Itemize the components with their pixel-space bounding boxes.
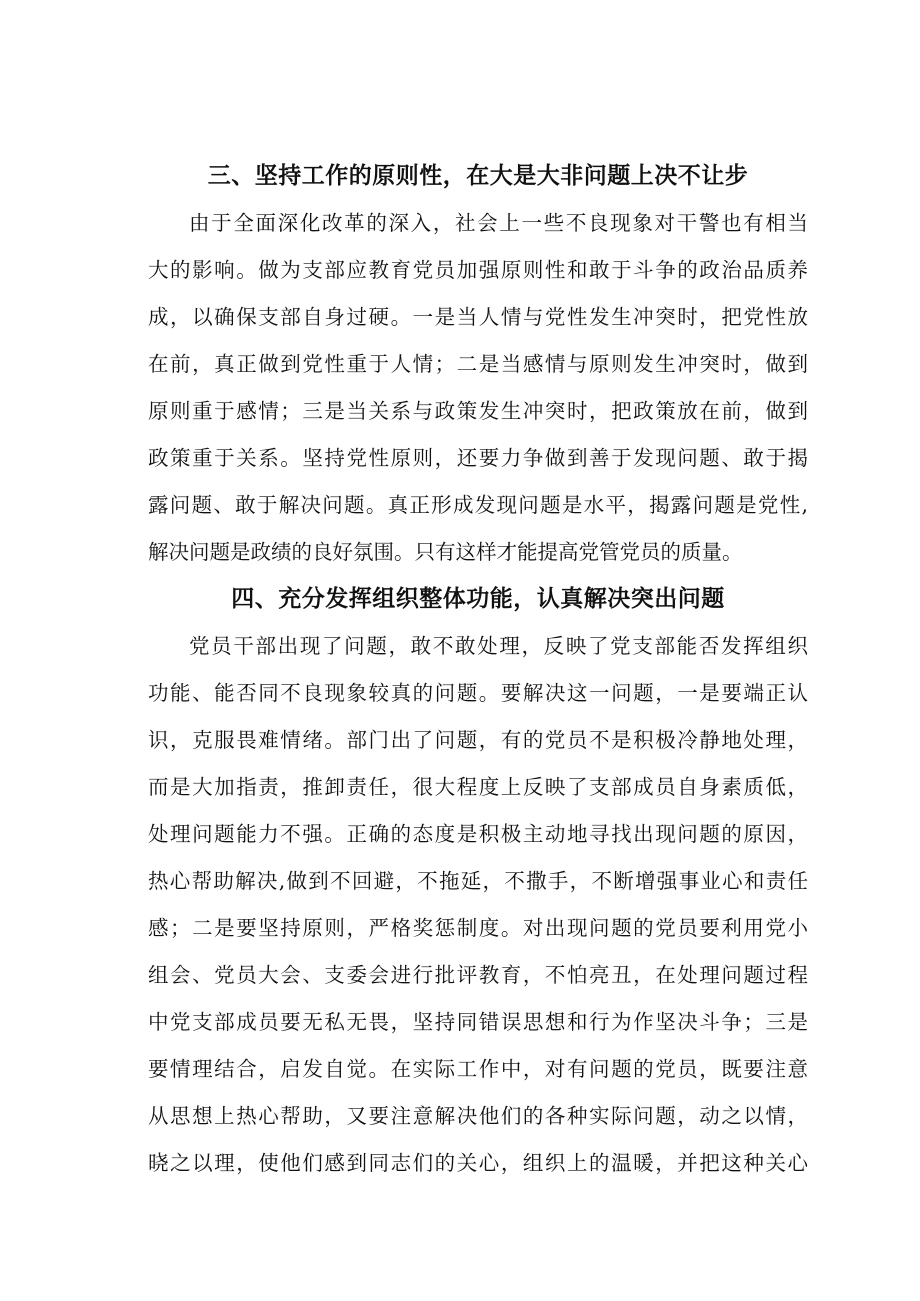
paragraph-line: 要情理结合，启发自觉。在实际工作中，对有问题的党员，既要注意 [148,1057,808,1081]
paragraph-line: 功能、能否同不良现象较真的问题。要解决这一问题，一是要端正认 [148,681,808,705]
paragraph-line: 晓之以理，使他们感到同志们的关心，组织上的温暖，并把这种关心 [148,1151,808,1175]
paragraph-line: 成，以确保支部自身过硬。一是当人情与党性发生冲突时，把党性放 [148,305,808,329]
paragraph-line: 识，克服畏难情绪。部门出了问题，有的党员不是积极冷静地处理， [148,728,808,752]
paragraph-line: 由于全面深化改革的深入，社会上一些不良现象对干警也有相当 [189,211,808,235]
paragraph-line: 露问题、敢于解决问题。真正形成发现问题是水平，揭露问题是党性, [148,493,808,517]
paragraph-line: 从思想上热心帮助，又要注意解决他们的各种实际问题，动之以情， [148,1104,808,1128]
section-3-paragraph [148,200,808,576]
paragraph-line: 热心帮助解决,做到不回避，不拖延，不撒手，不断增强事业心和责任 [148,869,808,893]
paragraph-line: 而是大加指责，推卸责任，很大程度上反映了支部成员自身素质低， [148,775,808,799]
paragraph-line: 在前，真正做到党性重于人情；二是当感情与原则发生冲突时，做到 [148,352,808,376]
section-4-heading: 四、充分发挥组织整体功能，认真解决突出问题 [231,586,725,612]
paragraph-line: 组会、党员大会、支委会进行批评教育，不怕亮丑，在处理问题过程 [148,963,808,987]
document-body [148,153,808,1187]
paragraph-line: 感；二是要坚持原则，严格奖惩制度。对出现问题的党员要利用党小 [148,916,808,940]
paragraph-line: 大的影响。做为支部应教育党员加强原则性和敢于斗争的政治品质养 [148,258,808,282]
section-4-paragraph [148,623,808,1187]
paragraph-line: 解决问题是政绩的良好氛围。只有这样才能提高党管党员的质量。 [148,540,743,564]
section-3-heading: 三、坚持工作的原则性，在大是大非问题上决不让步 [207,163,749,189]
paragraph-line: 原则重于感情；三是当关系与政策发生冲突时，把政策放在前，做到 [148,399,808,423]
paragraph-line: 处理问题能力不强。正确的态度是积极主动地寻找出现问题的原因， [148,822,808,846]
paragraph-line: 政策重于关系。坚持党性原则，还要力争做到善于发现问题、敢于揭 [148,446,808,470]
paragraph-line: 党员干部出现了问题，敢不敢处理，反映了党支部能否发挥组织 [189,634,808,658]
paragraph-line: 中党支部成员要无私无畏，坚持同错误思想和行为作坚决斗争；三是 [148,1010,808,1034]
